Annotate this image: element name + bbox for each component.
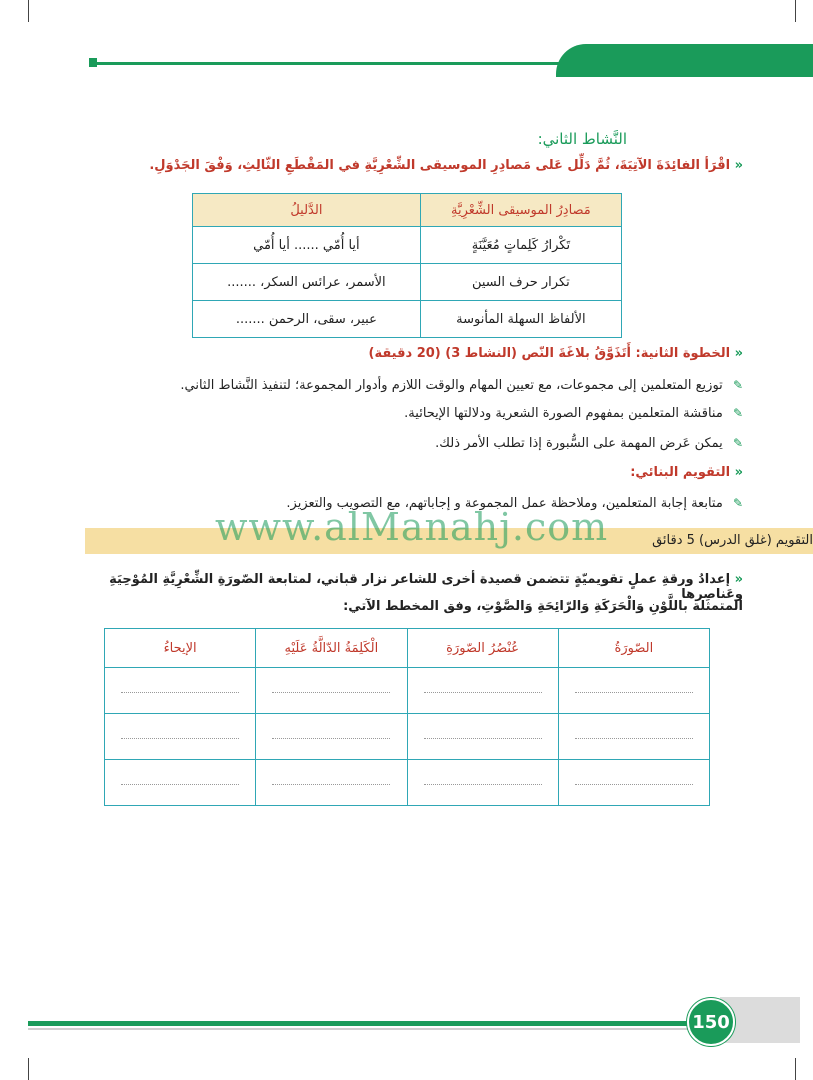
table-header: عُنْصُرُ الصّورَةِ <box>407 629 558 668</box>
table-header-row <box>193 194 622 227</box>
blank-cell[interactable] <box>256 714 407 760</box>
list-item <box>60 406 743 421</box>
blank-cell[interactable] <box>558 714 709 760</box>
table-row <box>105 760 710 806</box>
closing-text: إعدادُ ورقةِ عملٍ تقويميّةٍ تتضمن قصيدة أخرى للشاعر نزار قباني، لمتابعة الصّورَةِ الشِّعْرِيَّةِ المُوْحِيَةِ وعَناصِرها <box>109 572 743 602</box>
activity-title: النَّشاط الثاني: <box>537 130 627 148</box>
blank-cell[interactable] <box>407 714 558 760</box>
table-row <box>105 668 710 714</box>
header-rule <box>92 62 562 65</box>
step2-title: الخطوة الثانية: أَتَذَوَّقُ بلاغَةَ النّص (النشاط 3) (20 دقيقة) <box>368 346 731 361</box>
table-header-row <box>105 629 710 668</box>
table-row <box>193 264 622 301</box>
blank-cell[interactable] <box>407 668 558 714</box>
step2-heading <box>60 346 743 361</box>
watermark: www.alManahj.com <box>215 505 609 549</box>
footer-rule <box>28 1021 703 1026</box>
table-header: الْكَلِمَةُ الدّالَّةُ عَلَيْهِ <box>256 629 407 668</box>
footer-rule-shadow <box>28 1028 703 1030</box>
table-cell: تكرار حرف السين <box>420 264 621 301</box>
table-header: الإيحاءُ <box>105 629 256 668</box>
blank-cell[interactable] <box>407 760 558 806</box>
instruction-text: اقْرَأ الفائِدَةَ الآتِيَةَ، ثُمَّ دَلِّل عَلى مَصادِرِ الموسيقى الشِّعْرِيَّةِ في المَقْطَعِ الثّالِثِ، وَفْقَ الجَدْوَلِ. <box>149 158 731 173</box>
page-number: 150 <box>687 998 735 1046</box>
table-cell: عبير، سقى، الرحمن ....... <box>193 301 421 338</box>
table-cell: تَكْرارُ كَلِماتٍ مُعَيَّنَةٍ <box>420 227 621 264</box>
bullet-icon: « <box>734 346 743 361</box>
instruction-line <box>60 158 743 173</box>
blank-cell[interactable] <box>105 714 256 760</box>
pencil-icon: ✎ <box>732 406 743 420</box>
closing-line <box>60 599 743 614</box>
blank-cell[interactable] <box>558 760 709 806</box>
crop-mark <box>28 0 29 22</box>
crop-mark <box>795 0 796 22</box>
blank-cell[interactable] <box>105 760 256 806</box>
table-cell: الألفاظ السهلة المأنوسة <box>420 301 621 338</box>
table-cell: أيا أُمّي ...... أيا أُمّي <box>193 227 421 264</box>
pencil-icon: ✎ <box>732 496 743 510</box>
list-item-text: متابعة إجابة المتعلمين، وملاحظة عمل المجموعة و إجاباتهم، مع التصويب والتعزيز. <box>286 496 723 511</box>
banner-title: التقويم (غلق الدرس) 5 دقائق <box>652 533 813 548</box>
blank-cell[interactable] <box>105 668 256 714</box>
list-item-text: مناقشة المتعلمين بمفهوم الصورة الشعرية ودلالتها الإيحائية. <box>404 406 723 421</box>
crop-mark <box>795 1058 796 1080</box>
blank-cell[interactable] <box>558 668 709 714</box>
table-row <box>193 301 622 338</box>
list-item-text: يمكن عَرض المهمة على السُّبورة إذا تطلب الأمر ذلك. <box>435 436 723 451</box>
image-elements-table <box>104 628 710 806</box>
closing-line <box>60 572 743 602</box>
table-header: الصّورَةُ <box>558 629 709 668</box>
table-row <box>193 227 622 264</box>
list-item <box>60 378 743 393</box>
list-item-text: توزيع المتعلمين إلى مجموعات، مع تعيين المهام والوقت اللازم وأدوار المجموعة؛ لتنفيذ النَّشاط الثاني. <box>180 378 723 393</box>
table-header: مَصادِرُ الموسيقى الشِّعْرِيَّةِ <box>420 194 621 227</box>
header-tab <box>556 44 813 77</box>
bullet-icon: « <box>734 465 743 480</box>
list-item <box>60 436 743 451</box>
formative-title: التقويم البنائي: <box>630 465 731 480</box>
table-header: الدَّليلُ <box>193 194 421 227</box>
bullet-icon: « <box>734 572 743 587</box>
bullet-icon: « <box>734 158 743 173</box>
crop-mark <box>28 1058 29 1080</box>
blank-cell[interactable] <box>256 668 407 714</box>
table-cell: الأسمر، عرائس السكر، ....... <box>193 264 421 301</box>
music-sources-table <box>192 193 622 338</box>
closing-text: المتمثلة باللَّوْنِ وَالْحَرَكَةِ وَالرّائِحَةِ وَالصَّوْتِ، وفق المخطط الآتي: <box>343 599 743 614</box>
formative-heading <box>60 465 743 480</box>
table-row <box>105 714 710 760</box>
pencil-icon: ✎ <box>732 378 743 392</box>
pencil-icon: ✎ <box>732 436 743 450</box>
blank-cell[interactable] <box>256 760 407 806</box>
